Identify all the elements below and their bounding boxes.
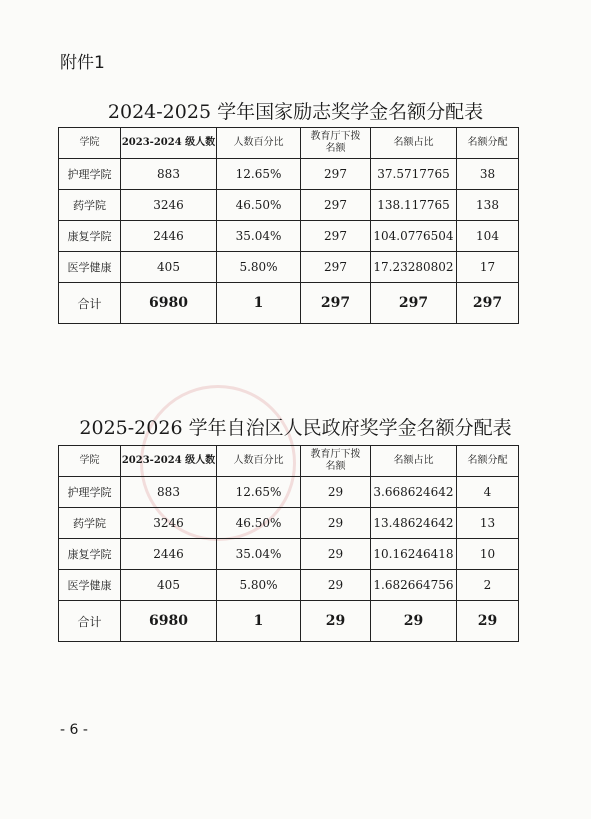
table-row (59, 190, 519, 221)
cell-college: 药学院 (59, 508, 121, 539)
cell-total-label: 合计 (59, 283, 121, 324)
cell-student-count: 883 (121, 477, 217, 508)
cell-allocation: 38 (457, 159, 519, 190)
cell-total-allocation: 29 (457, 601, 519, 642)
cell-quota-share: 3.668624642 (371, 477, 457, 508)
attachment-label: 附件1 (60, 53, 105, 73)
header-college: 学院 (59, 128, 121, 159)
cell-total-quota: 297 (301, 283, 371, 324)
cell-allocation: 17 (457, 252, 519, 283)
table-row (59, 539, 519, 570)
table-row (59, 221, 519, 252)
cell-percentage: 46.50% (217, 508, 301, 539)
cell-college: 医学健康 (59, 570, 121, 601)
table-1-title: 2024-2025 学年国家励志奖学金名额分配表 (107, 101, 484, 123)
cell-college: 护理学院 (59, 477, 121, 508)
cell-college: 护理学院 (59, 159, 121, 190)
header-percentage: 人数百分比 (217, 446, 301, 477)
cell-student-count: 3246 (121, 190, 217, 221)
cell-quota: 297 (301, 190, 371, 221)
cell-total-percentage: 1 (217, 601, 301, 642)
cell-allocation: 104 (457, 221, 519, 252)
header-student-count: 2023-2024 级人数 (121, 446, 217, 477)
table-row (59, 252, 519, 283)
header-percentage: 人数百分比 (217, 128, 301, 159)
allocation-table-2 (58, 445, 519, 642)
cell-total-label: 合计 (59, 601, 121, 642)
header-quota-share: 名额占比 (371, 446, 457, 477)
cell-total-share: 297 (371, 283, 457, 324)
cell-quota-share: 13.48624642 (371, 508, 457, 539)
table-header-row (59, 446, 519, 477)
cell-college: 医学健康 (59, 252, 121, 283)
allocation-table-1 (58, 127, 519, 324)
header-quota: 教育厅下拨名额 (301, 446, 371, 477)
cell-college: 康复学院 (59, 539, 121, 570)
cell-quota-share: 17.23280802 (371, 252, 457, 283)
cell-percentage: 5.80% (217, 570, 301, 601)
cell-student-count: 3246 (121, 508, 217, 539)
header-college: 学院 (59, 446, 121, 477)
total-row (59, 601, 519, 642)
table-header-row (59, 128, 519, 159)
cell-percentage: 35.04% (217, 221, 301, 252)
cell-total-percentage: 1 (217, 283, 301, 324)
cell-quota: 297 (301, 159, 371, 190)
page-number: - 6 - (60, 722, 88, 738)
cell-percentage: 12.65% (217, 477, 301, 508)
table-row (59, 570, 519, 601)
cell-allocation: 4 (457, 477, 519, 508)
cell-allocation: 138 (457, 190, 519, 221)
header-allocation: 名额分配 (457, 128, 519, 159)
cell-percentage: 12.65% (217, 159, 301, 190)
cell-student-count: 405 (121, 252, 217, 283)
cell-total-students: 6980 (121, 601, 217, 642)
cell-total-students: 6980 (121, 283, 217, 324)
cell-college: 药学院 (59, 190, 121, 221)
cell-quota-share: 104.0776504 (371, 221, 457, 252)
cell-quota-share: 37.5717765 (371, 159, 457, 190)
header-student-count: 2023-2024 级人数 (121, 128, 217, 159)
cell-percentage: 35.04% (217, 539, 301, 570)
cell-quota: 29 (301, 539, 371, 570)
cell-quota: 29 (301, 570, 371, 601)
table-row (59, 159, 519, 190)
cell-quota: 297 (301, 221, 371, 252)
header-quota-share: 名额占比 (371, 128, 457, 159)
cell-total-quota: 29 (301, 601, 371, 642)
cell-quota: 29 (301, 477, 371, 508)
table-row (59, 477, 519, 508)
header-allocation: 名额分配 (457, 446, 519, 477)
cell-college: 康复学院 (59, 221, 121, 252)
cell-allocation: 2 (457, 570, 519, 601)
cell-allocation: 10 (457, 539, 519, 570)
cell-total-allocation: 297 (457, 283, 519, 324)
cell-student-count: 883 (121, 159, 217, 190)
cell-quota-share: 1.682664756 (371, 570, 457, 601)
cell-quota: 29 (301, 508, 371, 539)
cell-quota-share: 10.16246418 (371, 539, 457, 570)
header-quota: 教育厅下拨名额 (301, 128, 371, 159)
cell-student-count: 2446 (121, 221, 217, 252)
table-2-title: 2025-2026 学年自治区人民政府奖学金名额分配表 (79, 417, 512, 439)
cell-quota: 297 (301, 252, 371, 283)
cell-allocation: 13 (457, 508, 519, 539)
cell-quota-share: 138.117765 (371, 190, 457, 221)
cell-percentage: 5.80% (217, 252, 301, 283)
cell-student-count: 2446 (121, 539, 217, 570)
cell-percentage: 46.50% (217, 190, 301, 221)
cell-total-share: 29 (371, 601, 457, 642)
total-row (59, 283, 519, 324)
table-row (59, 508, 519, 539)
cell-student-count: 405 (121, 570, 217, 601)
